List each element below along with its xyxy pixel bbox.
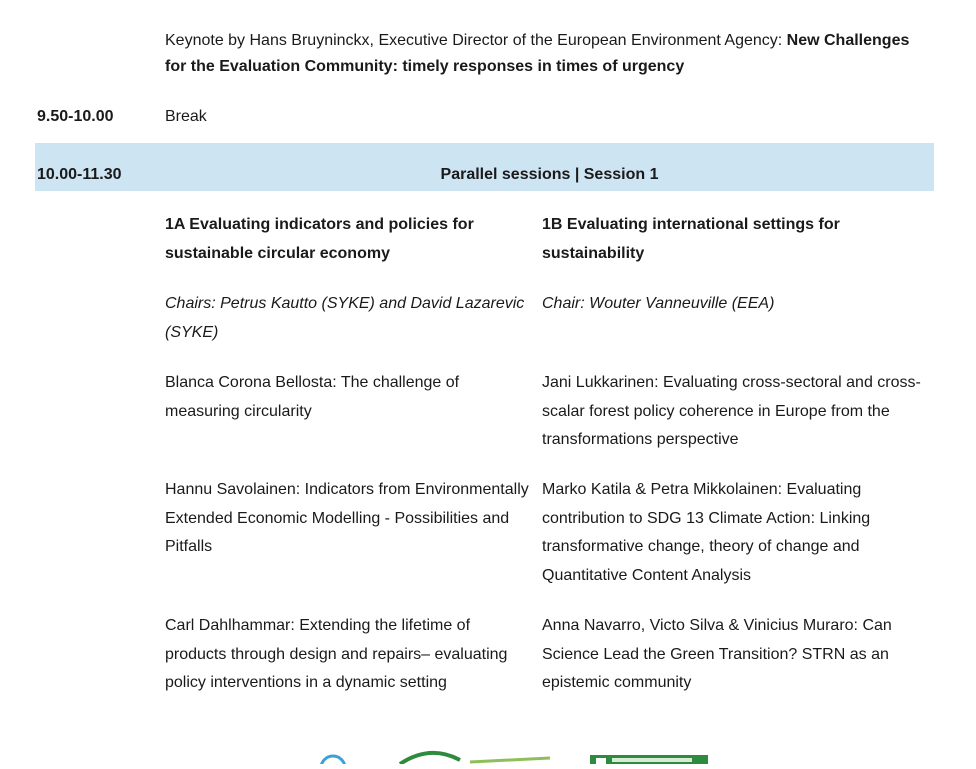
logo-3-icon — [590, 755, 708, 764]
session-1a-chairs: Chairs: Petrus Kautto (SYKE) and David Lazarevic (SYKE) — [165, 295, 525, 341]
session-1a-title: 1A Evaluating indicators and policies for sustainable circular economy — [165, 216, 474, 262]
logo-1-icon — [321, 756, 345, 764]
session-1b-title: 1B Evaluating international settings for sustainability — [542, 216, 840, 262]
session-1b-chairs: Chair: Wouter Vanneuville (EEA) — [542, 295, 775, 312]
keynote-intro: Keynote by Hans Bruyninckx, Executive Director of the European Environment Agency: — [165, 32, 787, 49]
session-1a-talk-2: Hannu Savolainen: Indicators from Environmentally Extended Economic Modelling - Possibilities and Pitfalls — [165, 481, 529, 555]
session-1b-talk-3: Anna Navarro, Victo Silva & Vinicius Muraro: Can Science Lead the Green Transition? STRN as an epistemic community — [542, 617, 892, 691]
session-1b-talk-2: Marko Katila & Petra Mikkolainen: Evaluating contribution to SDG 13 Climate Action: Linking transformative change, theory of change and Quantitative Content Analysis — [542, 481, 871, 584]
keynote-paragraph — [165, 28, 935, 80]
footer-logos — [300, 748, 720, 764]
keynote-title: New Challenges for the Evaluation Community: timely responses in times of urgency — [165, 32, 910, 75]
logo-2-icon — [400, 753, 550, 764]
break-label: Break — [165, 108, 207, 125]
break-time: 9.50-10.00 — [37, 108, 114, 125]
session-1a-talk-3: Carl Dahlhammar: Extending the lifetime of products through design and repairs– evaluating policy interventions in a dynamic setting — [165, 617, 508, 691]
session-1a-talk-1: Blanca Corona Bellosta: The challenge of measuring circularity — [165, 374, 460, 420]
session-title: Parallel sessions | Session 1 — [440, 166, 659, 183]
session-time: 10.00-11.30 — [37, 166, 122, 183]
session-1b-talk-1: Jani Lukkarinen: Evaluating cross-sectoral and cross-scalar forest policy coherence in Europe from the transformations perspective — [542, 374, 921, 448]
